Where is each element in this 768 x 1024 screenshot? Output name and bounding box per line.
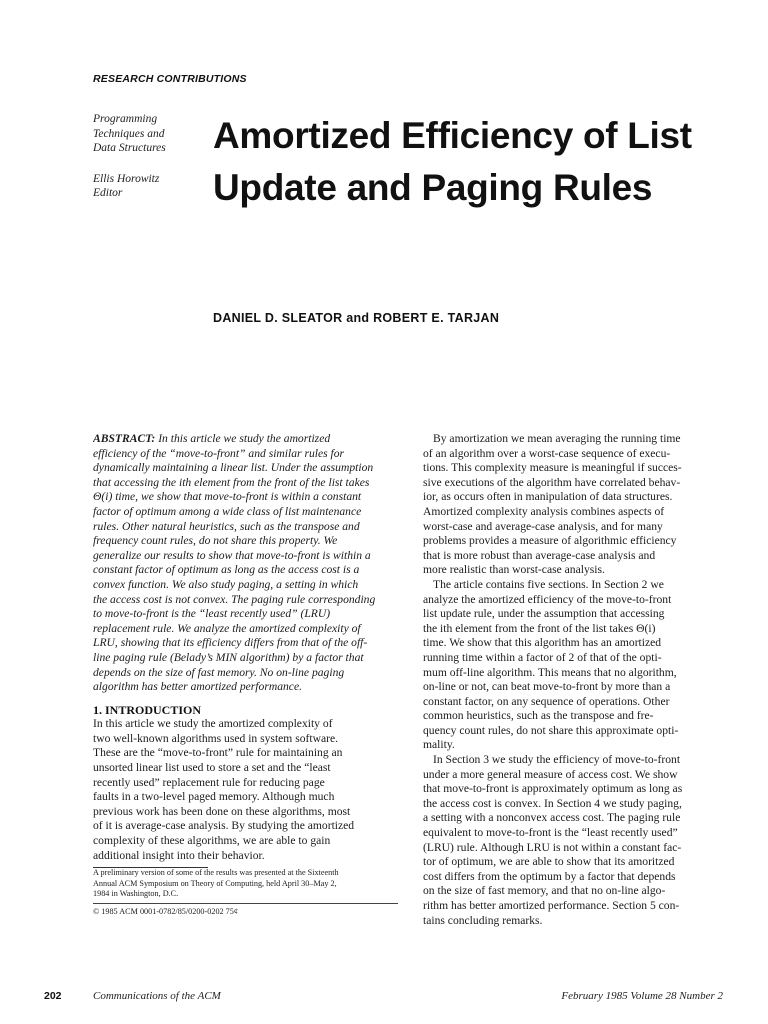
paragraph-line: sive executions of the algorithm have correlated behav-: [423, 475, 681, 489]
journal-name: Communications of the ACM: [93, 990, 221, 1002]
issue-info: February 1985 Volume 28 Number 2: [561, 990, 723, 1002]
abstract-line: generalize our results to show that move-to-front is within a: [93, 548, 371, 562]
paragraph-line: on-line or not, can beat move-to-front by more than a: [423, 680, 671, 694]
title-line: Update and Paging Rules: [213, 167, 653, 208]
paragraph-line: equivalent to move-to-front is the “least recently used”: [423, 826, 678, 840]
abstract: [93, 432, 398, 695]
abstract-line: rules. Other natural heuristics, such as the transpose and: [93, 519, 360, 533]
paragraph-line: constant factor, on any sequence of operations. Other: [423, 694, 670, 708]
paragraph-line: The article contains five sections. In Section 2 we: [433, 577, 664, 591]
abstract-line: depends on the size of fast memory. No on-line paging: [93, 665, 345, 679]
paragraph-line: list update rule, under the assumption that accessing: [423, 607, 665, 621]
abstract-line: LRU, showing that its efficiency differs from that of the off-: [93, 636, 368, 650]
intro-line: In this article we study the amortized complexity of: [93, 717, 333, 731]
paragraph-line: By amortization we mean averaging the running time: [433, 432, 681, 445]
paragraph-line: the access cost is convex. In Section 4 we study paging,: [423, 796, 682, 810]
paragraph-line: on the size of fast memory, and that no on-line algo-: [423, 884, 666, 898]
introduction-heading: 1. INTRODUCTION: [93, 702, 202, 717]
paragraph-line: ior, as occurs often in manipulation of data structures.: [423, 490, 673, 504]
intro-line: previous work has been done on these algorithms, most: [93, 804, 351, 818]
department-line: Programming: [93, 113, 158, 125]
paragraph-line: Amortized complexity analysis combines aspects of: [423, 504, 665, 518]
intro-line: of it is average-case analysis. By studying the amortized: [93, 819, 355, 833]
abstract-line: the access cost is not convex. The paging rule corresponding: [93, 592, 376, 606]
abstract-label: ABSTRACT:: [93, 432, 156, 445]
paragraph-line: time. We show that this algorithm has an amortized: [423, 636, 662, 650]
abstract-line: frequency count rules, do not share this property. We: [93, 534, 338, 548]
copyright-divider: [93, 903, 398, 904]
footnote-line: 1984 in Washington, D.C.: [93, 889, 179, 899]
introduction-text: [93, 717, 398, 863]
abstract-line: factor of optimum among a wide class of list maintenance: [93, 504, 362, 518]
abstract-line: efficiency of the “move-to-front” and similar rules for: [93, 446, 345, 460]
paragraph-line: a setting with a nonconvex access cost. The paging rule: [423, 811, 681, 825]
abstract-text: In this article we study the amortized: [158, 432, 331, 445]
title-line: Amortized Efficiency of List: [213, 115, 692, 156]
paragraph-line: under a more general measure of access cost. We show: [423, 767, 678, 781]
abstract-line: that accessing the ith element from the front of the list takes: [93, 475, 370, 489]
right-column: [423, 432, 731, 928]
paragraph-line: analyze the amortized efficiency of the move-to-front: [423, 592, 672, 606]
authors: DANIEL D. SLEATOR and ROBERT E. TARJAN: [213, 311, 500, 325]
abstract-line: line paging rule (Belady’s MIN algorithm) by a factor that: [93, 650, 364, 664]
intro-line: additional insight into their behavior.: [93, 848, 265, 862]
editor-name: Ellis Horowitz: [93, 172, 160, 185]
paragraph-line: tains concluding remarks.: [423, 913, 543, 927]
intro-line: recently used” replacement rule for reducing page: [93, 775, 325, 789]
paragraph-line: the ith element from the front of the list takes Θ(i): [423, 621, 656, 635]
left-column: [93, 432, 398, 917]
section-label: RESEARCH CONTRIBUTIONS: [93, 73, 247, 85]
abstract-line: Θ(i) time, we show that move-to-front is within a constant: [93, 490, 362, 504]
paragraph-line: quency count rules, do not share this approximate opti-: [423, 723, 679, 737]
paragraph-line: worst-case and average-case analysis, and for many: [423, 519, 663, 533]
paragraph-line: (LRU) rule. Although LRU is not within a constant fac-: [423, 840, 682, 854]
abstract-line: algorithm has better amortized performance.: [93, 680, 302, 694]
abstract-line: [93, 432, 398, 447]
paragraph-line: common heuristics, such as the transpose and fre-: [423, 709, 654, 723]
paragraph-line: problems provides a measure of algorithmic efficiency: [423, 534, 677, 548]
paragraph-line: running time within a factor of 2 of that of the opti-: [423, 650, 662, 664]
editor-role: Editor: [93, 187, 123, 199]
intro-line: These are the “move-to-front” rule for maintaining an: [93, 746, 343, 760]
paragraph-line: rithm has better amortized performance. Section 5 con-: [423, 899, 680, 912]
abstract-line: convex function. We also study paging, a setting in which: [93, 577, 359, 591]
footnote: [93, 868, 398, 900]
abstract-line: dynamically maintaining a linear list. Under the assumption: [93, 461, 374, 475]
intro-line: unsorted linear list used to store a set and the “least: [93, 761, 331, 775]
paragraph-line: of an algorithm over a worst-case sequence of execu-: [423, 446, 671, 460]
paragraph-line: more realistic than worst-case analysis.: [423, 563, 605, 577]
abstract-line: constant factor of optimum as long as the access cost is a: [93, 563, 360, 577]
paragraph-line: tions. This complexity measure is meaningful if succes-: [423, 461, 682, 475]
page-number: 202: [44, 990, 62, 1002]
footnote-line: A preliminary version of some of the results was presented at the Sixteenth: [93, 868, 339, 878]
paragraph-line: cost differs from the optimum by a factor that depends: [423, 869, 676, 883]
department-line: Techniques and: [93, 127, 165, 140]
paragraph-line: mality.: [423, 738, 455, 752]
department-line: Data Structures: [93, 142, 166, 154]
intro-line: complexity of these algorithms, we are able to gain: [93, 834, 331, 848]
article-title: [213, 110, 753, 214]
copyright: © 1985 ACM 0001-0782/85/0200-0202 75¢: [93, 906, 238, 916]
paragraph-line: that is more robust than average-case analysis and: [423, 548, 656, 562]
paragraph-line: In Section 3 we study the efficiency of move-to-front: [433, 753, 681, 767]
footnote-line: Annual ACM Symposium on Theory of Computing, held April 30–May 2,: [93, 878, 337, 888]
paragraph-line: mum off-line algorithm. This means that no algorithm,: [423, 665, 677, 679]
intro-line: faults in a two-level paged memory. Although much: [93, 790, 335, 804]
paragraph-line: tor of optimum, we are able to show that its amoritzed: [423, 855, 675, 869]
paragraph-line: that move-to-front is approximately optimum as long as: [423, 782, 683, 796]
department-block: [93, 112, 203, 201]
intro-line: two well-known algorithms used in system software.: [93, 731, 339, 745]
abstract-line: replacement rule. We analyze the amortized complexity of: [93, 621, 361, 635]
abstract-line: to move-to-front is the “least recently used” (LRU): [93, 607, 331, 621]
